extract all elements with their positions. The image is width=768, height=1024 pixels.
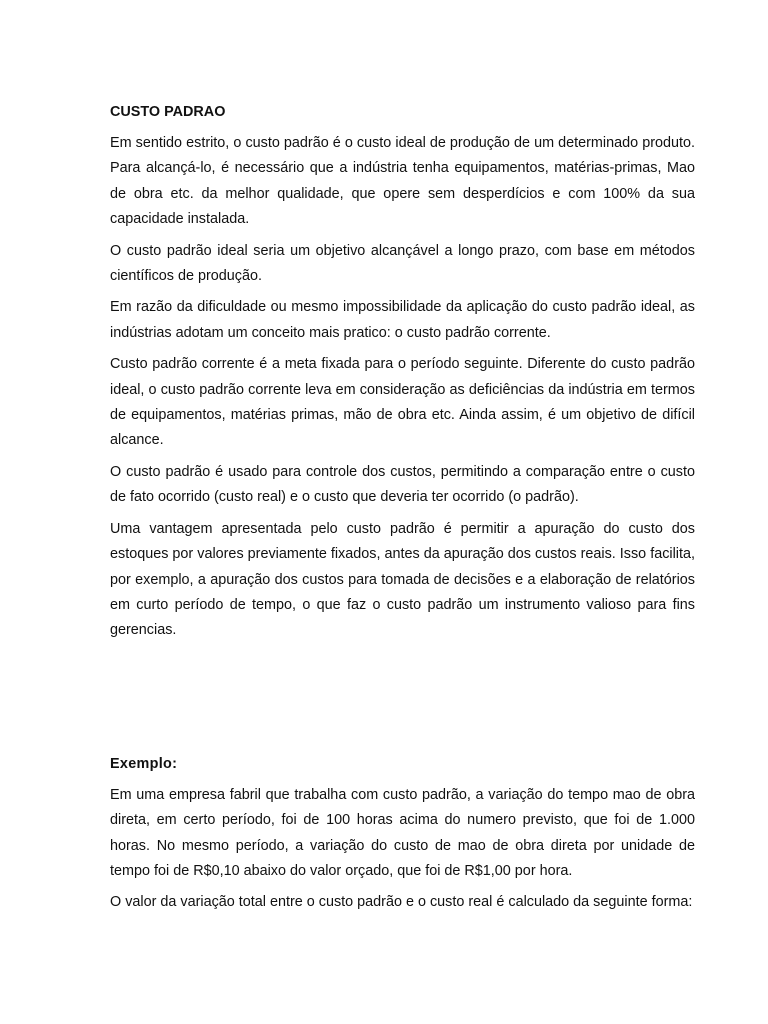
document-title: CUSTO PADRAO [110, 104, 226, 120]
paragraph-cost-control: O custo padrão é usado para controle dos custos, permitindo a comparação entre o custo de fato ocorrido (custo real) e o custo que deveria ter ocorrido (o padrão). [110, 463, 695, 506]
paragraph-ideal-standard: O custo padrão ideal seria um objetivo alcançável a longo prazo, com base em métodos científicos de produção. [110, 242, 695, 285]
paragraph-advantage: Uma vantagem apresentada pelo custo padrão é permitir a apuração do custo dos estoques por valores previamente fixados, antes da apuração dos custos reais. Isso facilita, por exemplo, a apuração dos custos para tomada de decisões e a elaboração de relatórios em curto período de tempo, o que faz o custo padrão um instrumento valioso para fins gerencias. [110, 520, 695, 639]
paragraph-current-standard: Custo padrão corrente é a meta fixada para o período seguinte. Diferente do custo padrão ideal, o custo padrão corrente leva em consideração as deficiências da indústria em termos de equipamentos, matérias primas, mão de obra etc. Ainda assim, é um objetivo de difícil alcance. [110, 356, 695, 449]
section-spacer [110, 650, 695, 752]
document-page [110, 100, 695, 922]
example-paragraph-scenario: Em uma empresa fabril que trabalha com custo padrão, a variação do tempo mao de obra direta, em certo período, foi de 100 horas acima do numero previsto, que foi de 1.000 horas. No mesmo período, a variação do custo de mao de obra direta por unidade de tempo foi de R$0,10 abaixo do valor orçado, que foi de R$1,00 por hora. [110, 786, 695, 879]
example-heading: Exemplo: [110, 755, 178, 772]
paragraph-current-standard-intro: Em razão da dificuldade ou mesmo impossibilidade da aplicação do custo padrão ideal, as indústrias adotam um conceito mais pratico: o custo padrão corrente. [110, 299, 695, 341]
paragraph-definition: Em sentido estrito, o custo padrão é o custo ideal de produção de um determinado produto. Para alcançá-lo, é necessário que a indústria tenha equipamentos, matérias-primas, Mao de obra etc. da melhor qualidade, que opere sem desperdícios e com 100% da sua capacidade instalada. [110, 135, 695, 228]
example-paragraph-calculation: O valor da variação total entre o custo padrão e o custo real é calculado da seguinte forma: [110, 894, 693, 911]
